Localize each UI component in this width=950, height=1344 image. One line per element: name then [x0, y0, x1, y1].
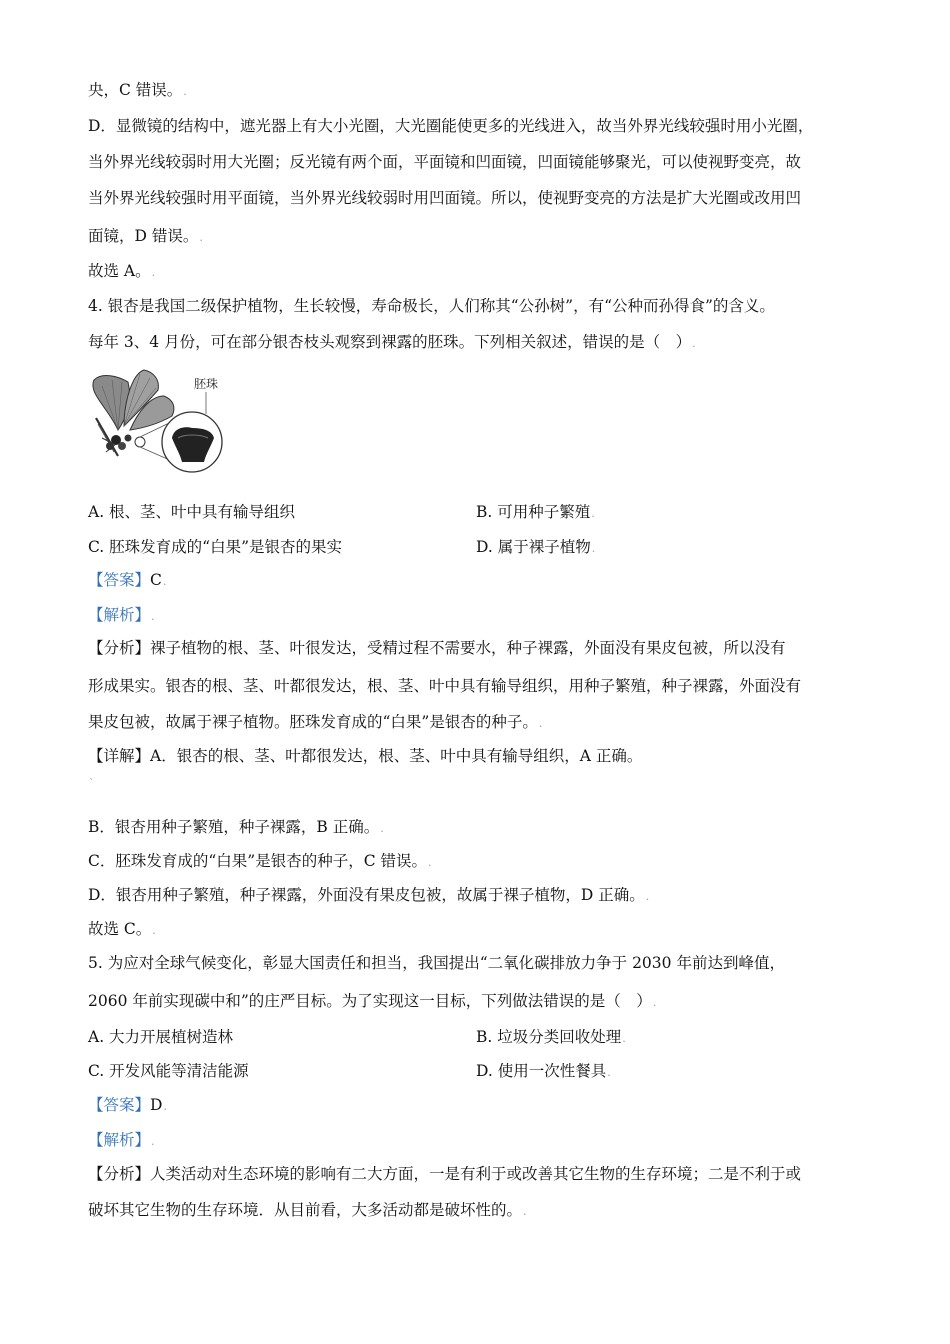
- answer-line: 【答案】D.: [88, 1096, 167, 1114]
- text-line: 央，C 错误。.: [88, 81, 187, 99]
- choose-line: 故选 C。.: [88, 920, 156, 938]
- option-c: C. 开发风能等清洁能源: [88, 1062, 249, 1080]
- detail-line: D．银杏用种子繁殖，种子裸露，外面没有果皮包被，故属于裸子植物，D 正确。.: [88, 886, 650, 904]
- analysis-line: 形成果实。银杏的根、茎、叶都很发达，根、茎、叶中具有输导组织，用种子繁殖，种子裸露，外面没有: [88, 677, 802, 695]
- analysis-line: 果皮包被，故属于裸子植物。胚珠发育成的“白果”是银杏的种子。.: [88, 713, 543, 731]
- text-line: 故选 A。.: [88, 262, 156, 280]
- ginkgo-figure: [88, 368, 238, 480]
- text-line: 面镜，D 错误。.: [88, 227, 203, 245]
- text-line: 当外界光线较强时用平面镜，当外界光线较弱时用凹面镜。所以，使视野变亮的方法是扩大光圈或改用凹: [88, 189, 802, 207]
- text-line: D．显微镜的结构中，遮光器上有大小光圈，大光圈能使更多的光线进入，故当外界光线较强时用小光圈，: [88, 117, 814, 135]
- text-line: 当外界光线较弱时用大光圈；反光镜有两个面，平面镜和凹面镜，凹面镜能够聚光，可以使视野变亮，故: [88, 153, 802, 171]
- option-d: D. 属于裸子植物.: [476, 538, 596, 556]
- option-d: D. 使用一次性餐具.: [476, 1062, 611, 1080]
- option-b: B. 垃圾分类回收处理.: [476, 1028, 626, 1046]
- question-stem: 每年 3、4 月份，可在部分银杏枝头观察到裸露的胚珠。下列相关叙述，错误的是（ ）.: [88, 333, 696, 351]
- jiexi-line: 【解析】.: [88, 1131, 155, 1149]
- ginkgo-illustration: [88, 368, 238, 480]
- detail-line: C．胚珠发育成的“白果”是银杏的种子，C 错误。.: [88, 852, 432, 870]
- option-a: A. 根、茎、叶中具有输导组织: [88, 503, 296, 521]
- analysis-line: 破坏其它生物的生存环境．从目前看，大多活动都是破坏性的。.: [88, 1201, 527, 1219]
- analysis-line: 【分析】人类活动对生态环境的影响有二大方面，一是有利于或改善其它生物的生存环境；二是不利于或: [88, 1165, 802, 1183]
- option-c: C. 胚珠发育成的“白果”是银杏的果实: [88, 538, 343, 556]
- option-b: B. 可用种子繁殖.: [476, 503, 595, 521]
- question-stem: 4. 银杏是我国二级保护植物，生长较慢，寿命极长，人们称其“公孙树”，有“公种而孙得食”的含义。: [88, 297, 775, 315]
- detail-line: 【详解】A．银杏的根、茎、叶都很发达，根、茎、叶中具有输导组织，A 正确。: [88, 747, 643, 765]
- answer-line: 【答案】C.: [88, 571, 167, 589]
- question-stem: 2060 年前实现碳中和”的庄严目标。为了实现这一目标，下列做法错误的是（ ）.: [88, 992, 657, 1010]
- option-a: A. 大力开展植树造林: [88, 1028, 234, 1046]
- detail-line: B．银杏用种子繁殖，种子裸露，B 正确。.: [88, 818, 384, 836]
- analysis-line: 【分析】裸子植物的根、茎、叶很发达，受精过程不需要水，种子裸露，外面没有果皮包被，所以没有: [88, 639, 786, 657]
- question-stem: 5. 为应对全球气候变化，彰显大国责任和担当，我国提出“二氧化碳排放力争于 2030 年前达到峰值，: [88, 954, 785, 972]
- jiexi-line: 【解析】.: [88, 606, 155, 624]
- blank-mark: `: [89, 777, 95, 790]
- ovule-label: 胚珠: [194, 377, 219, 391]
